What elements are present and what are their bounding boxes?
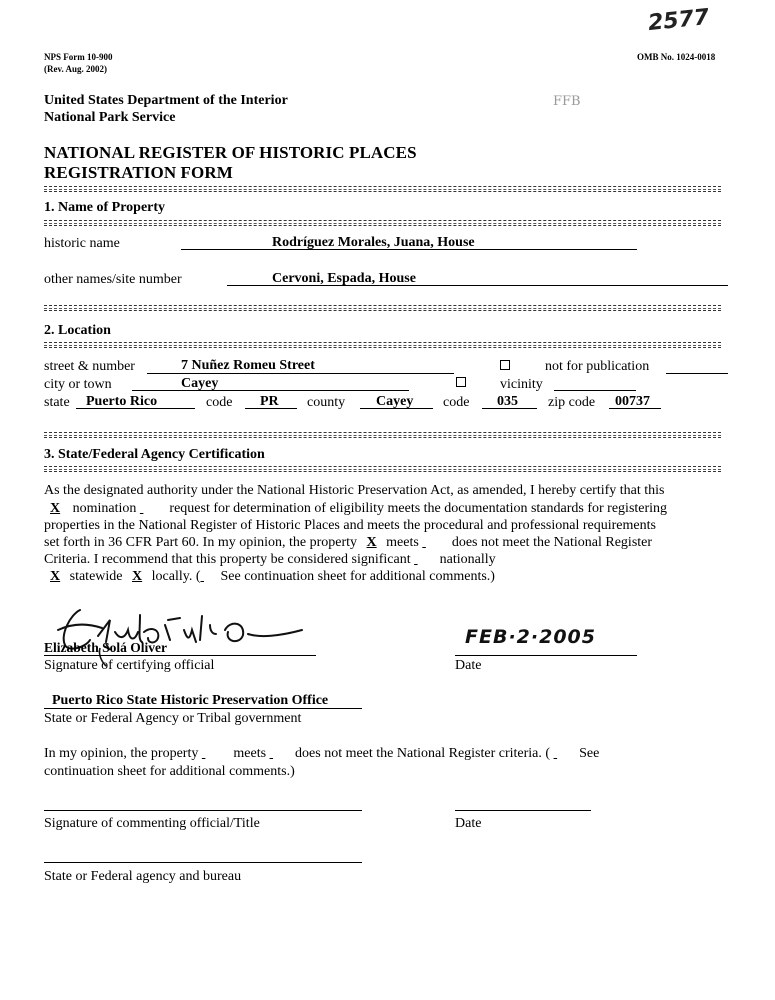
county-label: county — [307, 395, 346, 410]
certification-line6 — [44, 568, 495, 585]
commenting-signature-label: Signature of commenting official/Title — [44, 816, 260, 831]
divider — [44, 220, 721, 226]
opinion-text: set forth in 36 CFR Part 60. In my opinion, the property — [44, 535, 358, 550]
signature-underline — [44, 655, 316, 656]
section1-heading: 1. Name of Property — [44, 200, 166, 215]
historic-name-label: historic name — [44, 236, 120, 251]
section2-heading: 2. Location — [44, 323, 111, 338]
state-code-label: code — [206, 395, 233, 410]
divider — [44, 186, 721, 192]
form-subtitle: REGISTRATION FORM — [44, 163, 233, 182]
commenting-opinion — [44, 745, 599, 762]
nationally-blank[interactable] — [414, 551, 436, 568]
certification-line4 — [44, 534, 652, 551]
certification-line3: properties in the National Register of Historic Places and meets the procedural and professional requirements — [44, 518, 656, 533]
meets-mark[interactable]: X — [366, 535, 377, 550]
received-stamp: FFB — [553, 94, 581, 109]
form-number: NPS Form 10-900 — [44, 52, 113, 62]
street-value[interactable]: 7 Nuñez Romeu Street — [181, 358, 315, 373]
vicinity-label: vicinity — [500, 377, 543, 392]
commenting-meets-label: meets — [233, 746, 267, 761]
bureau-label: State or Federal agency and bureau — [44, 869, 242, 884]
form-revision: (Rev. Aug. 2002) — [44, 64, 107, 74]
date-label: Date — [455, 658, 482, 673]
commenting-not-meet-label: does not meet the National Register criteria. ( — [295, 746, 551, 761]
commenting-continuation: continuation sheet for additional comments.) — [44, 764, 295, 779]
state-label: state — [44, 395, 70, 410]
county-code-label: code — [443, 395, 470, 410]
state-code-value[interactable]: PR — [260, 394, 279, 409]
significance-text: Criteria. I recommend that this property be considered significant — [44, 552, 411, 567]
does-not-meet-label: does not meet the National Register — [451, 535, 653, 550]
commenting-meets-blank[interactable] — [202, 745, 230, 762]
commenting-see-label: See — [579, 746, 600, 761]
statewide-label: statewide — [69, 569, 123, 584]
divider — [44, 305, 721, 311]
other-names-value[interactable]: Cervoni, Espada, House — [272, 271, 416, 286]
divider — [44, 432, 721, 438]
city-value[interactable]: Cayey — [181, 376, 219, 391]
signature-label: Signature of certifying official — [44, 658, 215, 673]
historic-name-value[interactable]: Rodríguez Morales, Juana, House — [272, 235, 475, 250]
other-names-label: other names/site number — [44, 272, 182, 287]
locally-label: locally. ( — [151, 569, 201, 584]
zip-label: zip code — [548, 395, 596, 410]
zip-value[interactable]: 00737 — [615, 394, 650, 409]
city-underline — [132, 390, 409, 391]
nomination-label: nomination — [72, 501, 137, 516]
office-label: State or Federal Agency or Tribal government — [44, 711, 302, 726]
signer-name: Elizabeth Solá Oliver — [44, 640, 167, 655]
state-value[interactable]: Puerto Rico — [86, 394, 158, 409]
certification-line2 — [44, 500, 667, 517]
commenting-not-meet-blank[interactable] — [270, 745, 292, 762]
request-blank[interactable] — [140, 500, 166, 517]
statewide-mark[interactable]: X — [50, 569, 61, 584]
county-code-value[interactable]: 035 — [497, 394, 518, 409]
handwritten-page-number: 2577 — [646, 4, 711, 37]
certification-line5 — [44, 551, 496, 568]
commenting-opinion-text: In my opinion, the property — [44, 746, 199, 761]
commenting-date-line[interactable] — [455, 810, 591, 811]
department-name: United States Department of the Interior — [44, 93, 288, 108]
signature-date: FEB·2·2005 — [465, 626, 596, 648]
street-label: street & number — [44, 359, 135, 374]
omb-number: OMB No. 1024-0018 — [637, 52, 716, 62]
form-title: NATIONAL REGISTER OF HISTORIC PLACES — [44, 143, 417, 162]
does-not-meet-blank[interactable] — [422, 534, 448, 551]
vicinity-checkbox[interactable] — [456, 377, 466, 387]
certification-text: As the designated authority under the National Historic Preservation Act, as amended, I hereby certify that this — [44, 483, 665, 498]
nationally-label: nationally — [439, 552, 496, 567]
section3-heading: 3. State/Federal Agency Certification — [44, 447, 265, 462]
meets-label: meets — [386, 535, 419, 550]
office-name[interactable]: Puerto Rico State Historic Preservation Office — [52, 693, 329, 708]
commenting-see-blank[interactable] — [554, 745, 576, 762]
vicinity-underline — [554, 390, 636, 391]
county-value[interactable]: Cayey — [376, 394, 414, 409]
not-for-publication-checkbox[interactable] — [500, 360, 510, 370]
locally-mark[interactable]: X — [132, 569, 143, 584]
service-name: National Park Service — [44, 110, 176, 125]
commenting-signature-line[interactable] — [44, 810, 362, 811]
continuation-blank[interactable] — [200, 568, 220, 585]
date-underline — [455, 655, 637, 656]
request-text: request for determination of eligibility meets the documentation standards for registering — [169, 501, 668, 516]
office-underline — [44, 708, 362, 709]
continuation-text: See continuation sheet for additional comments.) — [220, 569, 495, 584]
divider — [44, 342, 721, 348]
not-for-publication-label: not for publication — [545, 359, 650, 374]
city-label: city or town — [44, 377, 112, 392]
commenting-date-label: Date — [455, 816, 482, 831]
bureau-line[interactable] — [44, 862, 362, 863]
not-for-publication-underline — [666, 373, 728, 374]
nomination-mark[interactable]: X — [50, 501, 61, 516]
divider — [44, 466, 721, 472]
